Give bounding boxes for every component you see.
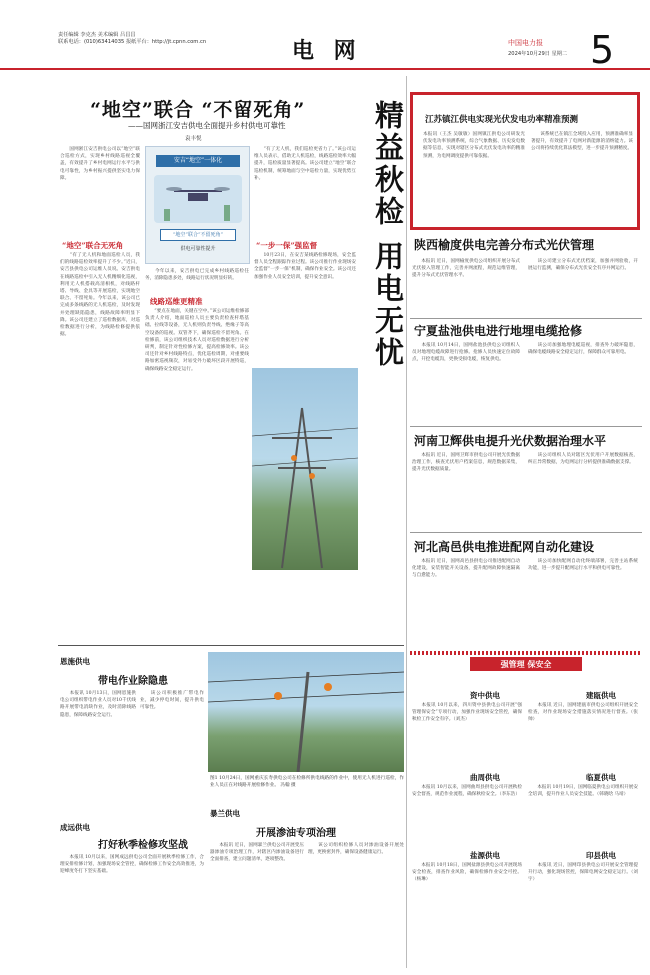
column-stripe — [410, 651, 642, 655]
brief-6-body: 本报讯 近日，国网印县供电公司开展安全管理提升行动，强化现场管控，保障电网安全稳定运行。（刘宇） — [528, 863, 638, 883]
brief-title-2: 建瓯供电 — [586, 691, 616, 700]
lead-body-col3a: “有了无人机，我们巡检更省力了。”该公司运维人员表示，借助无人机巡检，线路巡检效率大幅提升，巡检质量显著提高。该公司建立“地空”联合巡检机制，统筹地面与空中巡检力量，实现优势互补。 — [254, 147, 356, 181]
brief-4-body: 本报讯 10月19日，国网临夏供电公司组织开展安全培训，提升作业人员安全技能。（韩晓晗 马靖） — [528, 785, 638, 798]
brief-3-author: （李东浩） — [499, 792, 520, 798]
column-badge: 强管理 保安全 — [470, 657, 582, 671]
lower-1-col1: 本报讯 10月13日，国网恩施供电公司组织带电作业人员对10千伏线路开展带电消缺作业，及时消除线路隐患，保障线路安全运行。 — [60, 691, 136, 718]
lead-body-col1b: “有了无人机和地面巡检人员，我们的线路巡检效率提升了不少。”近日，安吉县供电公司运维人员说。安吉供电在线路巡检中引入无人机精细化巡视，利用无人机搭载高清相机，对线路杆塔、导线、金具等开展巡检，实现地空联合、不留死角。今年以来，该公司已完成多条线路的无人机巡检，及时发现并处理缺陷隐患，线路故障率明显下降。该公司还建立了巡检数据库，对巡检数据进行分析，为线路检修提供依据。 — [60, 253, 140, 338]
featured-box — [410, 92, 640, 230]
brief-2-body: 本报讯 近日，国网建瓯市供电公司组织开展安全检查，对作业现场安全措施落实情况进行督查。（张帅） — [528, 703, 638, 723]
lower-photo-caption — [210, 775, 404, 805]
line-work-image — [208, 652, 404, 772]
featured-body-col1: 本报讯（王杰 吴敏敏）国网镇江供电公司研发光伏发电功率预测系统，综合气象数据、历史发电数据等信息，实现对辖区分布式光伏发电功率的精准预测，为电网调度提供可靠依据。 — [423, 132, 525, 159]
contact-line: 联系电话：(010)63414035 报纸平台：http://jt.cpnn.com.cn — [58, 39, 207, 45]
caption-author: 冯翰 摄 — [280, 783, 296, 788]
infographic-slogan: “地空”联合“不留死角” — [160, 229, 236, 241]
story-4-col2: 该公司加快配网自动化终端部署，完善主站系统功能，进一步提升配网运行水平和供电可靠性。 — [528, 559, 638, 572]
lower-title-3: 开展渗油专项治理 — [256, 828, 336, 839]
brief-5-author: （杨琳） — [412, 877, 431, 883]
story-title-2: 宁夏盐池供电进行地埋电缆抢修 — [414, 324, 583, 338]
story-1-col1: 本报讯 近日，国网榆度供电公司组织开展分布式光伏接入管理工作，完善并网流程，规范运维管理，提升分布式光伏管理水平。 — [412, 259, 520, 279]
infographic-heading: 安吉“地空”一体化 — [156, 155, 240, 167]
featured-title: 江苏镇江供电实现光伏发电功率精准预测 — [425, 115, 579, 125]
brief-1-author: （刘杰） — [453, 717, 470, 723]
featured-byline: 本报讯（王杰 吴敏敏） — [423, 132, 473, 137]
brief-title-6: 印县供电 — [586, 851, 616, 860]
drone-illustration — [154, 175, 242, 223]
issue-date: 2024年10月29日 星期二 — [508, 51, 568, 57]
brief-title-4: 临夏供电 — [586, 773, 616, 782]
brief-title-5: 盐源供电 — [470, 851, 500, 860]
story-3-col1: 本报讯 近日，国网卫辉市供电公司开展光伏数据治理工作，核查光伏用户档案信息，规范数据采集，提升光伏数据质量。 — [412, 453, 520, 473]
story-title-3: 河南卫辉供电提升光伏数据治理水平 — [414, 434, 607, 448]
featured-body-col2: 该系统已在镇江全域投入应用，预测准确率显著提升，有效提升了电网对新能源的消纳能力。该公司将持续优化算法模型，进一步提升预测精度。 — [531, 132, 633, 152]
lower-title-2: 打好秋季检修攻坚战 — [98, 840, 188, 851]
lead-section-3: “一步一保”强监督 — [256, 241, 318, 250]
story-1-col2: 该公司建立分布式光伏档案，加强并网验收，开展运行监测，确保分布式光伏安全有序并网运行。 — [528, 259, 638, 272]
divider — [58, 645, 404, 646]
drone-icon — [154, 175, 242, 223]
section-name: 电 网 — [292, 38, 362, 64]
brief-3-body: 本报讯 10月以来，国网曲周县供电公司开展秋检安全督查，规范作业流程，确保秋检安全。（李东浩） — [412, 785, 522, 798]
story-3-col2: 该公司组织人员对辖区光伏用户开展数据核查，纠正异常数据，为电网运行分析提供准确数据支撑。 — [528, 453, 638, 466]
story-2-col1: 本报讯 10月14日，国网盐池县供电公司组织人员对地埋电缆故障进行抢修。抢修人员快速定位故障点，开挖电缆沟，更换受损电缆，恢复供电。 — [412, 343, 520, 363]
story-title-4: 河北高邑供电推进配网自动化建设 — [414, 540, 595, 554]
lower-1-col2: 该公司积极推广带电作业，减少停电时间，提升供电可靠性。 — [140, 691, 204, 711]
column-title: 精益秋检 用电无忧 — [371, 100, 405, 370]
brief-title-1: 资中供电 — [470, 691, 500, 700]
brief-6-author: （刘宇） — [528, 870, 638, 883]
paper-name: 中国电力报 — [508, 39, 543, 47]
story-title-1: 陕西榆度供电完善分布式光伏管理 — [414, 238, 595, 252]
lower-photo — [208, 652, 404, 772]
lead-body-col2a: 今年以来，安吉供电已完成乡村线路巡检任务，消除隐患多处，线路运行状况明显好转。 — [145, 269, 249, 282]
lower-label-1: 恩施供电 — [60, 657, 90, 666]
lead-photo — [252, 368, 358, 570]
brief-title-3: 曲周供电 — [470, 773, 500, 782]
page-number: 5 — [590, 28, 615, 72]
divider — [410, 532, 642, 533]
lead-section-1: “地空”联合无死角 — [62, 241, 124, 250]
story-4-col1: 本报讯 近日，国网高邑县供电公司推进配网自动化建设，安装智能开关设备，提升配网故障快速隔离与自愈能力。 — [412, 559, 520, 579]
lead-body-col1: 国网浙江安吉供电公司以“地空”联合巡检方式，实现乡村线路巡视全覆盖，有效提升了乡村电网运行水平与供电可靠性，为乡村振兴提供坚实电力保障。 — [60, 147, 140, 181]
divider — [410, 318, 642, 319]
brief-2-author: （张帅） — [528, 710, 638, 723]
editor-line: 责任编辑 李克杰 美术编辑 吕昌昌 — [58, 32, 136, 38]
lead-body-col3b: 10月23日，在安吉某线路检修现场，安全监督人员全程跟踪作业过程。该公司推行作业现场安全监督“一步一保”机制，确保作业安全。该公司还加强作业人员安全培训，提升安全意识。 — [254, 253, 356, 280]
page-header — [0, 0, 650, 70]
power-tower-image — [252, 368, 358, 570]
divider — [410, 426, 642, 427]
lead-title: “地空”联合 “不留死角” — [90, 99, 306, 121]
lower-title-1: 带电作业除隐患 — [98, 676, 168, 687]
lead-body-col2b: “要点在地面，关键在空中。”该公司运维检修部负责人介绍，地面巡检人员主要负责检查杆塔基础、拉线等设备，无人机则负责导线、绝缘子等高空设备的巡视。双管齐下，确保巡检不留死角。在检修前，该公司组织技术人员对巡检数据进行分析研判，制定针对性检修方案，提高检修效率。该公司还针对乡村线路特点，优化巡检周期，对重要线路加密巡视频次，对易受外力破坏区段开展特巡，确保线路安全稳定运行。 — [145, 309, 249, 372]
lower-label-2: 成远供电 — [60, 823, 90, 832]
brief-5-body: 本报讯 10月18日，国网盐源县供电公司开展现场安全检查，排查作业风险，确保检修作业安全可控。（杨琳） — [412, 863, 522, 883]
lower-label-3: 暴兰供电 — [210, 809, 240, 818]
lead-section-2: 线路巡维更精准 — [150, 297, 203, 306]
lead-author: 袁丰悦 — [185, 136, 202, 142]
caption-text: 图1 10月24日，国网重庆长寿供电公司在检修所供电线路的作业中，使用无人机进行巡检，作业人员正在对线路开展检修作业。 — [210, 776, 404, 788]
lead-subtitle: ——国网浙江安吉供电全面提升乡村供电可靠性 — [128, 121, 286, 130]
editor-info — [58, 32, 238, 46]
story-2-col2: 该公司加强地埋电缆巡视，排查外力破坏隐患，确保电缆线路安全稳定运行，保障群众可靠用电。 — [528, 343, 638, 356]
lower-3-col1: 本报讯 近日，国网暴兰供电公司开展变压器渗油专项治理工作，对辖区内渗油设备进行全面排查，建立问题清单，逐项整改。 — [210, 843, 304, 863]
lower-2-body: 本报讯 10月以来，国网成远供电公司全面开展秋季检修工作，合理安排检修计划，加强现场安全管控，确保检修工作安全高效推进，为迎峰度冬打下坚实基础。 — [60, 855, 204, 875]
lower-3-col2: 该公司组织检修人员对渗油设备开展处理，更换密封件，确保设备健康运行。 — [308, 843, 404, 856]
brief-4-author: （韩晓晗 马靖） — [596, 792, 629, 798]
column-divider — [406, 76, 407, 968]
brief-1-body: 本报讯 10月以来，四川资中县供电公司开展“强管理保安全”专项行动，加强作业现场安全管控，确保秋检工作安全有序。（刘杰） — [412, 703, 522, 723]
infographic-caption: 供电可靠性提升 — [180, 246, 216, 252]
infographic — [145, 146, 250, 264]
